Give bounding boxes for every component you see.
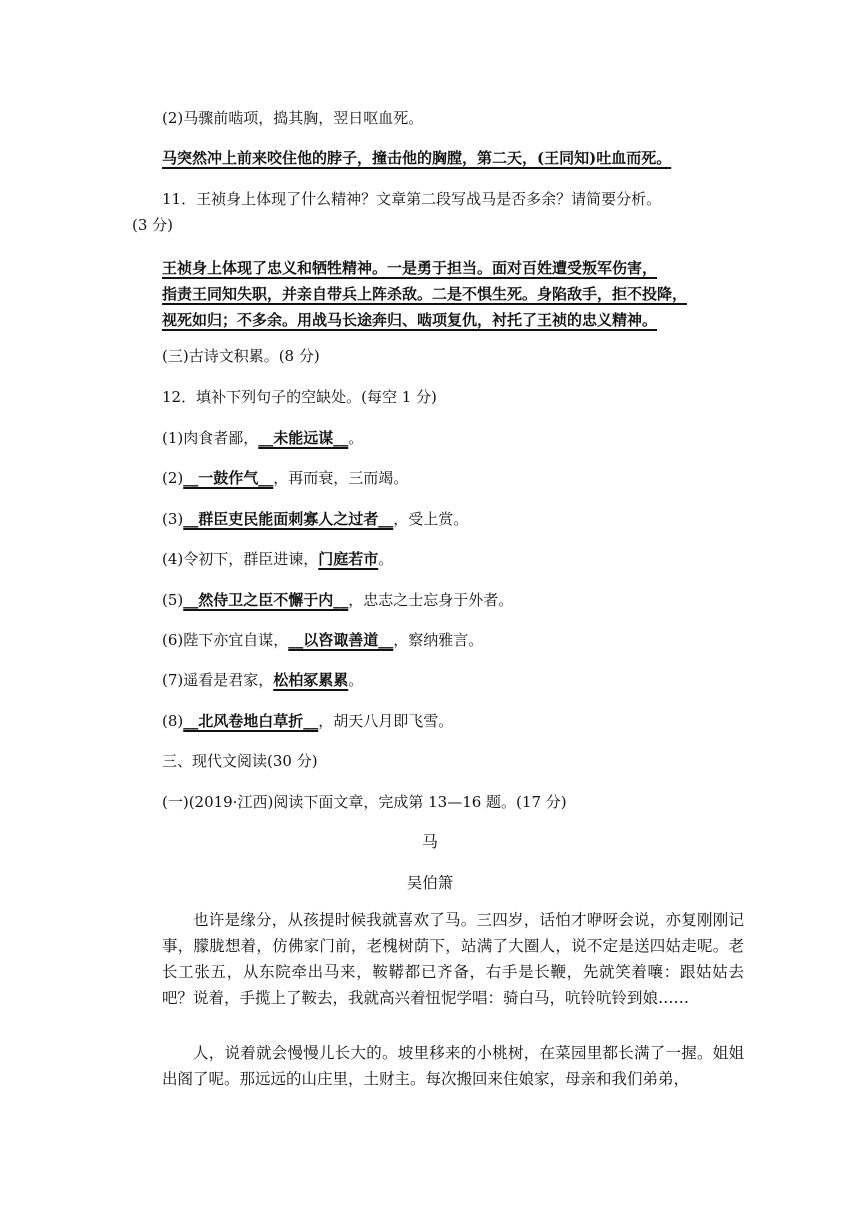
part3-heading: 三、现代文阅读(30 分) [162, 752, 318, 770]
fill-item-3 [162, 509, 752, 529]
q11-answer-line3: 视死如归；不多余。用战马长途奔归、啮项复仇，衬托了王祯的忠义精神。 [162, 311, 658, 329]
article-title: 马 [421, 832, 438, 851]
reading1-instruction: (一)(2019·江西)阅读下面文章，完成第 13—16 题。(17 分) [162, 793, 567, 811]
fill-item-prefix: (5) [162, 591, 184, 609]
section3-heading: (三)古诗文积累。(8 分) [162, 347, 320, 365]
q10-item2-answer: 马突然冲上前来咬住他的脖子，撞击他的胸膛，第二天，(王同知)吐血而死。 [162, 149, 672, 167]
fill-item-suffix: 。 [348, 671, 364, 689]
fill-item-4 [162, 549, 752, 569]
fill-item-prefix: (3) [162, 510, 184, 528]
q12-instruction: 12．填补下列句子的空缺处。(每空 1 分) [162, 388, 437, 406]
article-paragraph-2: 人，说着就会慢慢儿长大的。坡里移来的小桃树，在菜园里都长满了一握。姐姐出阁了呢。那远远的山庄里，土财主。每次搬回来住娘家，母亲和我们弟弟， [162, 1044, 744, 1088]
fill-item-answer: __然侍卫之臣不懈于内__ [183, 591, 349, 609]
fill-item-prefix: (8) [162, 712, 184, 730]
fill-item-suffix: 。 [348, 429, 364, 447]
q10-item2: (2)马骤前啮项，捣其胸，翌日呕血死。 [162, 109, 424, 127]
fill-item-suffix: 。 [378, 550, 394, 568]
article-author: 吴伯箫 [406, 874, 454, 892]
fill-item-answer: __一鼓作气__ [183, 469, 274, 487]
q11-question-line1: 11．王祯身上体现了什么精神？文章第二段写战马是否多余？请简要分析。 [162, 190, 662, 208]
fill-item-2 [162, 468, 752, 488]
fill-item-answer: __北风卷地白草折__ [183, 712, 319, 730]
fill-item-7 [162, 670, 752, 690]
fill-item-prefix: (1)肉食者鄙， [162, 429, 259, 447]
fill-item-prefix: (4)令初下，群臣进谏， [162, 550, 319, 568]
fill-item-suffix: ，再而衰，三而竭。 [273, 469, 409, 487]
fill-item-answer: __未能远谋__ [258, 429, 349, 447]
q11-answer-line1: 王祯身上体现了忠义和牺牲精神。一是勇于担当。面对百姓遭受叛军伤害， [162, 259, 658, 277]
fill-item-answer: __群臣吏民能面刺寡人之过者__ [183, 510, 394, 528]
q11-question-line2: (3 分) [132, 216, 174, 234]
fill-item-prefix: (7)遥看是君家， [162, 671, 274, 689]
fill-item-suffix: ，胡天八月即飞雪。 [318, 712, 454, 730]
fill-item-8 [162, 711, 752, 731]
fill-item-suffix: ，忠志之士忘身于外者。 [348, 591, 514, 609]
fill-item-suffix: ，察纳雅言。 [393, 631, 484, 649]
fill-item-answer: 门庭若市 [318, 550, 379, 568]
fill-item-prefix: (6)陛下亦宜自谋， [162, 631, 289, 649]
article-paragraph-1: 也许是缘分，从孩提时候我就喜欢了马。三四岁，话怕才咿呀会说，亦复刚刚记事，朦胧想着，仿佛家门前，老槐树荫下，站满了大圈人，说不定是送四姑走呢。老长工张五，从东院牵出马来，鞍鞯都已齐备，右手是长鞭，先就笑着嚷：跟姑姑去吧？说着，手揽上了鞍去，我就高兴着忸怩学唱：骑白马，吭铃吭铃到娘…… [162, 911, 744, 1007]
fill-item-answer: 松柏冢累累 [273, 671, 349, 689]
fill-item-suffix: ，受上赏。 [393, 510, 469, 528]
q11-answer-line2: 指责王同知失职，并亲自带兵上阵杀敌。二是不惧生死。身陷敌手，拒不投降， [162, 285, 688, 303]
fill-item-6 [162, 630, 752, 650]
fill-item-1 [162, 428, 752, 448]
fill-item-5 [162, 590, 752, 610]
fill-item-answer: __以咨诹善道__ [288, 631, 394, 649]
fill-item-prefix: (2) [162, 469, 184, 487]
